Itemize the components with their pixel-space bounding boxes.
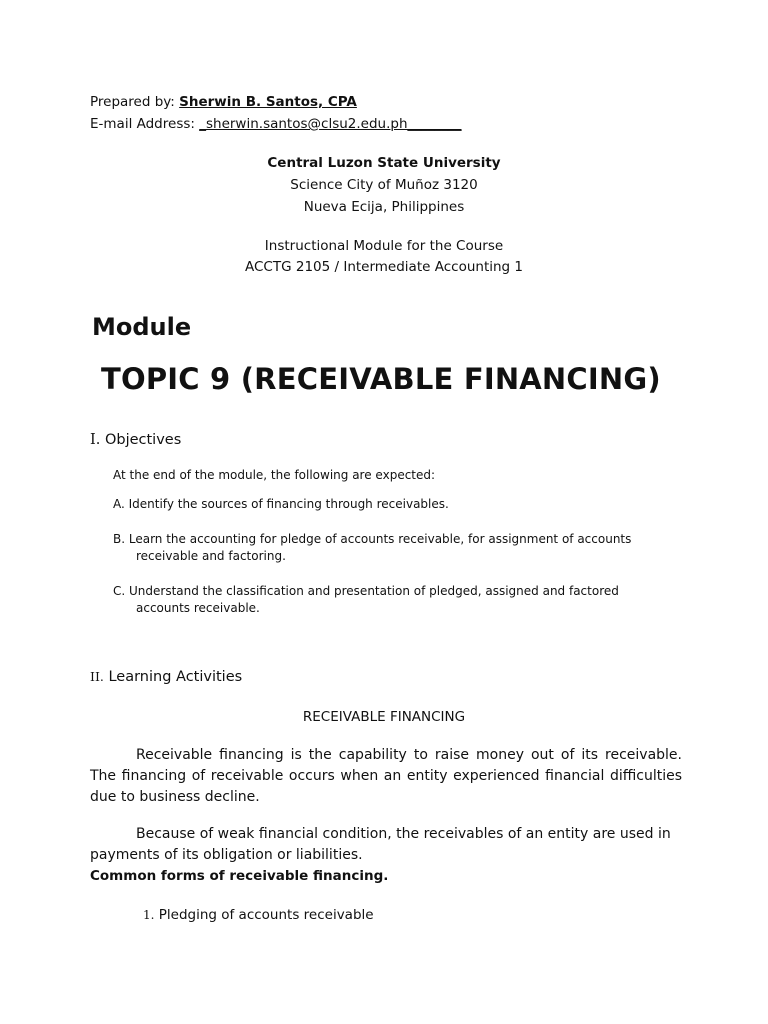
university-name: Central Luzon State University [267,155,501,171]
paragraph-1 [90,745,682,808]
objectives-heading [90,432,181,448]
course-line-2: ACCTG 2105 / Intermediate Accounting 1 [245,259,523,275]
objectives-numeral: I. [90,432,101,448]
university-address-2: Nueva Ecija, Philippines [303,199,465,215]
learning-numeral: II. [90,669,104,684]
learning-activities-heading [90,669,242,685]
receivable-financing-title: RECEIVABLE FINANCING [302,709,466,725]
learning-heading-text: Learning Activities [103,669,243,685]
paragraph-2 [90,824,682,866]
objective-a-line-1: A. Identify the sources of financing through receivables. [113,497,449,511]
topic-title: TOPIC 9 (RECEIVABLE FINANCING) [101,362,661,396]
objectives-intro: At the end of the module, the following are expected: [113,468,436,482]
email-line [90,116,462,132]
paragraph-2-text: Because of weak financial condition, the receivables of an entity are used in payments of its obligation or liabilities. [90,826,671,863]
email-label: E-mail Address: [90,116,200,132]
prepared-by-line [90,94,357,110]
objectives-heading-text: Objectives [100,432,182,448]
objective-b-line-1: B. Learn the accounting for pledge of accounts receivable, for assignment of accounts [113,532,632,546]
list-item-1-number: 1. [143,908,155,922]
email-address: _sherwin.santos@clsu2.edu.ph________ [199,116,462,132]
objective-b-line-2: receivable and factoring. [136,549,286,563]
course-line-1: Instructional Module for the Course [264,238,504,254]
common-forms-heading: Common forms of receivable financing. [90,868,389,884]
author-name: Sherwin B. Santos, CPA [179,94,357,110]
objective-c-line-1: C. Understand the classification and presentation of pledged, assigned and factored [113,584,619,598]
list-item-1 [143,907,374,923]
paragraph-1-text: Receivable financing is the capability to raise money out of its receivable. The financing of receivable occurs when an entity experienced financial difficulties due to business decline. [90,747,682,805]
prepared-by-label: Prepared by: [90,94,180,110]
university-address-1: Science City of Muñoz 3120 [290,177,478,193]
module-label: Module [92,313,192,341]
list-item-1-text: Pledging of accounts receivable [154,907,374,923]
objective-c-line-2: accounts receivable. [136,601,260,615]
